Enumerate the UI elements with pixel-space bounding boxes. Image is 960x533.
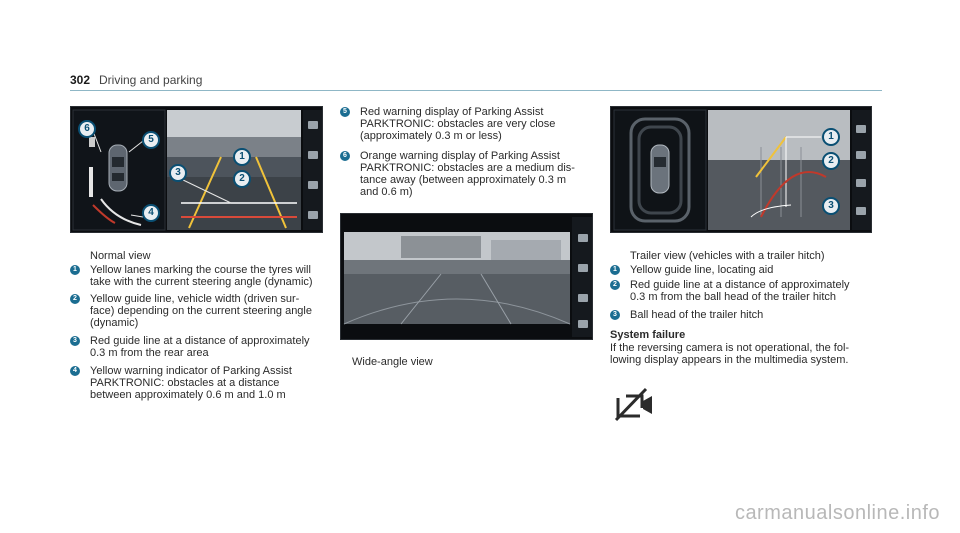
sidebar-icon-2: [856, 151, 866, 159]
normal-view-screenshot: [70, 106, 323, 233]
sidebar-icon-1: [308, 121, 318, 129]
wide-angle-caption: Wide-angle view: [352, 356, 433, 368]
middle-list: 5 Red warning display of Parking Assist PARKTRONIC: obstacles are very close (approximately 0.3 m or less) 6 Orange warning display of Parking Assist PARKTRONIC: obstacles are a medium dis- tance away (between approximately 0.3 m and 0.6 m): [340, 106, 600, 206]
list-badge: 5: [340, 107, 350, 117]
wide-angle-illustration: [341, 214, 593, 340]
list-badge: 4: [70, 366, 80, 376]
callout-1: 1: [233, 148, 251, 166]
system-failure-title: System failure: [610, 329, 686, 341]
list-badge: 6: [340, 151, 350, 161]
sidebar-icon-3: [856, 179, 866, 187]
callout-6: 6: [78, 120, 96, 138]
list-badge: 3: [610, 310, 620, 320]
callout-2: 2: [233, 170, 251, 188]
callout-3: 3: [169, 164, 187, 182]
sidebar-icon-4: [856, 207, 866, 215]
sidebar-icon-4: [578, 320, 588, 328]
header-divider: [70, 90, 882, 91]
trailer-view-list: 1 Yellow guide line, locating aid 2 Red guide line at a distance of approximately 0.3 m from the ball head of the trailer hitch 3 Ball head of the trailer hitch: [610, 264, 880, 334]
watermark: carmanualsonline.info: [734, 502, 940, 524]
trailer-view-caption: Trailer view (vehicles with a trailer hitch): [630, 250, 825, 262]
normal-view-illustration: [71, 107, 323, 233]
list-badge: 1: [610, 265, 620, 275]
section-title: Driving and parking: [99, 73, 203, 87]
callout-5: 5: [142, 131, 160, 149]
sidebar-icon-1: [856, 125, 866, 133]
sidebar-icon-3: [578, 294, 588, 302]
callout-3: 3: [822, 197, 840, 215]
sidebar-icon-4: [308, 211, 318, 219]
page-number: 302: [70, 73, 91, 87]
list-badge: 3: [70, 336, 80, 346]
list-badge: 1: [70, 265, 80, 275]
sidebar-icon-1: [578, 234, 588, 242]
sidebar-icon-3: [308, 181, 318, 189]
list-badge: 2: [610, 280, 620, 290]
camera-off-icon: [612, 386, 658, 422]
system-failure-body: If the reversing camera is not operational, the fol- lowing display appears in the multimedia system.: [610, 342, 850, 366]
trailer-view-screenshot: [610, 106, 872, 233]
callout-2: 2: [822, 152, 840, 170]
sidebar-icon-2: [578, 264, 588, 272]
normal-view-list: 1 Yellow lanes marking the course the tyres will take with the current steering angle (dynamic) 2 Yellow guide line, vehicle width (driven sur- face) depending on the current steering angle (dynamic) 3 Red guide line at a distance of approximately 0.3 m from the rear area 4 Yellow warning indicator of Parking Assist PARKTRONIC: obstacles at a distance between approximately 0.6 m and 1.0 m: [70, 264, 330, 414]
callout-4: 4: [142, 204, 160, 222]
callout-1: 1: [822, 128, 840, 146]
sidebar-icon-2: [308, 151, 318, 159]
list-badge: 2: [70, 294, 80, 304]
normal-view-caption: Normal view: [90, 250, 151, 262]
wide-angle-screenshot: [340, 213, 593, 340]
